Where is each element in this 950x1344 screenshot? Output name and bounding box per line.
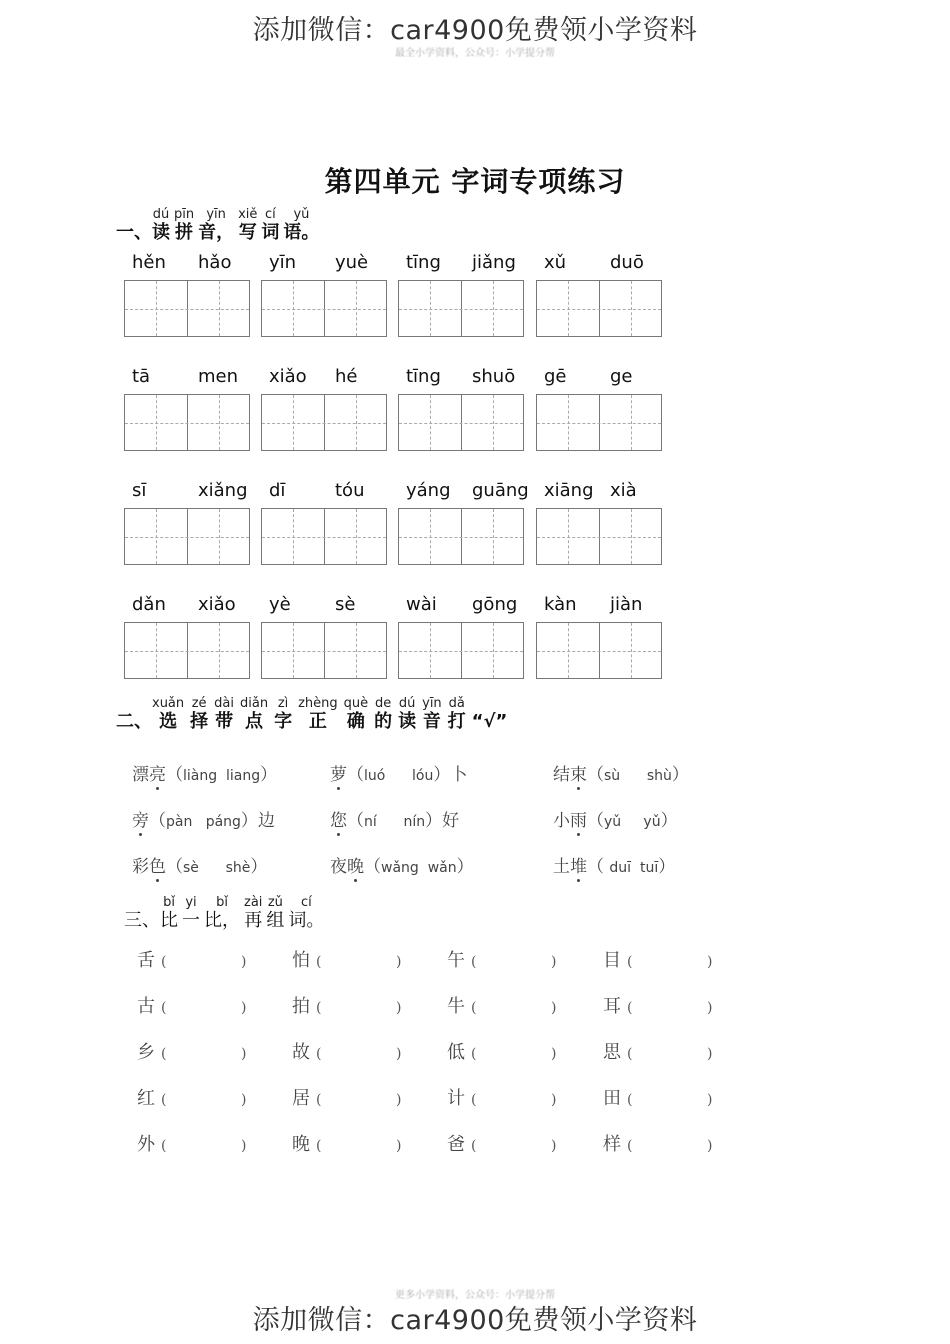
- compare-word-item: [447, 1084, 557, 1110]
- compare-char: 耳: [603, 996, 621, 1017]
- paren-open: （: [587, 857, 610, 877]
- ruby-char: [274, 697, 292, 733]
- ruby-char: [283, 208, 319, 244]
- pinyin-prompt: hěn: [132, 252, 166, 273]
- grid-line: [537, 537, 661, 538]
- writing-box[interactable]: [398, 394, 524, 451]
- answer-blank[interactable]: ( ): [161, 1046, 247, 1062]
- compare-word-item: [447, 1038, 557, 1064]
- grid-line: [399, 423, 523, 424]
- writing-box[interactable]: [124, 622, 250, 679]
- pinyin-options[interactable]: duī tuī: [609, 860, 659, 876]
- pinyin-options[interactable]: liàng liang: [183, 768, 261, 784]
- paren-close: ）: [660, 811, 678, 831]
- ruby-hanzi: 择: [190, 711, 209, 732]
- section3-number: 三、: [124, 910, 160, 931]
- pinyin-prompt: kàn: [544, 594, 577, 615]
- writing-box[interactable]: [536, 508, 662, 565]
- reading-choice-item: [330, 760, 467, 785]
- pinyin-prompt: sè: [335, 594, 356, 615]
- ruby-char: [240, 697, 268, 733]
- pinyin-prompt: tīng: [406, 252, 441, 273]
- writing-box[interactable]: [124, 394, 250, 451]
- answer-blank[interactable]: ( ): [316, 1000, 402, 1016]
- grid-line: [125, 537, 249, 538]
- pinyin-prompt: tóu: [335, 480, 365, 501]
- compare-word-item: [447, 946, 557, 972]
- ruby-char: [422, 697, 442, 733]
- compare-char: 故: [292, 1042, 310, 1063]
- ruby-pinyin: xuǎn: [152, 696, 185, 711]
- writing-box[interactable]: [261, 622, 387, 679]
- pinyin-prompt: yīn: [269, 252, 297, 273]
- paren-open: （: [149, 811, 166, 831]
- section2-number: 二、: [116, 711, 152, 732]
- writing-box[interactable]: [536, 394, 662, 451]
- compare-char: 古: [137, 996, 155, 1017]
- grid-line: [125, 309, 249, 310]
- grid-line: [537, 423, 661, 424]
- paren-close: ）: [260, 765, 278, 785]
- grid-line: [399, 651, 523, 652]
- ruby-pinyin: cí: [265, 207, 276, 222]
- watermark-top: 添加微信：car4900免费领小学资料: [252, 15, 698, 46]
- pinyin-prompt: duō: [610, 252, 644, 273]
- compare-word-item: [603, 992, 713, 1018]
- compare-word-item: [137, 1130, 247, 1156]
- writing-box[interactable]: [536, 280, 662, 337]
- pinyin-options[interactable]: luó lóu: [364, 768, 434, 784]
- writing-box[interactable]: [261, 394, 387, 451]
- compare-word-item: [603, 1038, 713, 1064]
- answer-blank[interactable]: ( ): [316, 1092, 402, 1108]
- ruby-pinyin: diǎn: [239, 696, 269, 711]
- answer-blank[interactable]: ( ): [316, 954, 402, 970]
- ruby-hanzi: 读: [398, 711, 417, 732]
- ruby-pinyin: pīn: [174, 207, 195, 222]
- ruby-hanzi: 音: [422, 711, 441, 732]
- ruby-hanzi: 选: [159, 711, 178, 732]
- writing-box[interactable]: [124, 280, 250, 337]
- grid-line: [262, 423, 386, 424]
- word-char: 边: [257, 811, 275, 831]
- word-char: 好: [442, 811, 460, 831]
- compare-word-item: [137, 946, 247, 972]
- compare-word-item: [603, 1084, 713, 1110]
- paren-open: （: [587, 765, 604, 785]
- ruby-pinyin: zǔ: [267, 895, 283, 910]
- pinyin-prompt: shuō: [472, 366, 516, 387]
- ruby-char: [244, 896, 262, 932]
- ruby-hanzi: 组: [266, 910, 285, 931]
- compare-word-item: [292, 1038, 402, 1064]
- paren-close: ）: [425, 811, 443, 831]
- ruby-char: [448, 697, 466, 733]
- compare-char: 目: [603, 950, 621, 971]
- ruby-char: [344, 697, 369, 733]
- watermark-bottom: 添加微信：car4900免费领小学资料: [252, 1305, 698, 1336]
- pinyin-prompt: xiǎng: [198, 480, 248, 501]
- writing-box[interactable]: [398, 622, 524, 679]
- ruby-hanzi: 带: [215, 711, 234, 732]
- pinyin-prompt: ge: [610, 366, 633, 387]
- ruby-pinyin: dú: [398, 696, 416, 711]
- ruby-pinyin: zhèng: [298, 696, 338, 711]
- grid-line: [262, 651, 386, 652]
- grid-line: [537, 309, 661, 310]
- compare-word-item: [292, 1130, 402, 1156]
- word-char: 色: [149, 852, 166, 877]
- ruby-pinyin: zé: [191, 696, 207, 711]
- ruby-hanzi: 词: [261, 222, 280, 243]
- word-char: 堆: [570, 852, 587, 877]
- compare-word-item: [292, 992, 402, 1018]
- compare-char: 外: [137, 1134, 155, 1155]
- word-char: 束: [570, 760, 587, 785]
- ruby-hanzi: 再: [244, 910, 263, 931]
- ruby-pinyin: yi: [185, 895, 197, 910]
- compare-word-item: [603, 1130, 713, 1156]
- section2-heading: [116, 697, 507, 733]
- compare-char: 拍: [292, 996, 310, 1017]
- pinyin-prompt: xià: [610, 480, 637, 501]
- ruby-pinyin: zì: [277, 696, 289, 711]
- section2-checkmark-tail: “√”: [471, 711, 508, 732]
- ruby-hanzi: 正: [308, 711, 327, 732]
- grid-line: [399, 309, 523, 310]
- faint-footer: 更多小学资料，公众号：小学提分帮: [395, 1290, 555, 1301]
- compare-char: 乡: [137, 1042, 155, 1063]
- compare-char: 思: [603, 1042, 621, 1063]
- answer-blank[interactable]: ( ): [161, 1138, 247, 1154]
- pinyin-options[interactable]: ní nín: [364, 814, 426, 830]
- paren-open: （: [347, 765, 364, 785]
- pinyin-prompt: sī: [132, 480, 147, 501]
- ruby-char: [214, 697, 234, 733]
- ruby-pinyin: yǔ: [293, 207, 310, 222]
- compare-char: 晚: [292, 1134, 310, 1155]
- writing-box[interactable]: [124, 508, 250, 565]
- ruby-hanzi: 词。: [288, 910, 325, 931]
- compare-char: 计: [447, 1088, 465, 1109]
- ruby-char: [174, 208, 194, 244]
- pinyin-prompt: yáng: [406, 480, 451, 501]
- reading-choice-item: [330, 852, 474, 877]
- word-char: 夜: [330, 857, 347, 877]
- ruby-char: [152, 697, 184, 733]
- writing-box[interactable]: [261, 280, 387, 337]
- pinyin-options[interactable]: yǔ yǔ: [604, 814, 661, 830]
- compare-word-item: [447, 1130, 557, 1156]
- ruby-pinyin: zài: [244, 895, 263, 910]
- pinyin-prompt: jiàn: [610, 594, 643, 615]
- compare-char: 舌: [137, 950, 155, 971]
- ruby-hanzi: 的: [374, 711, 393, 732]
- paren-close: ）: [433, 765, 451, 785]
- pinyin-prompt: dǎn: [132, 594, 166, 615]
- ruby-char: [204, 896, 240, 932]
- ruby-char: [182, 896, 200, 932]
- pinyin-prompt: yuè: [335, 252, 369, 273]
- ruby-hanzi: 点: [245, 711, 264, 732]
- compare-word-item: [447, 992, 557, 1018]
- ruby-char: [198, 208, 234, 244]
- paren-open: （: [364, 857, 381, 877]
- word-char: 晚: [347, 852, 364, 877]
- pinyin-prompt: men: [198, 366, 239, 387]
- ruby-char: [266, 896, 284, 932]
- word-char: 漂: [132, 765, 149, 785]
- ruby-char: [152, 208, 170, 244]
- pinyin-prompt: dī: [269, 480, 286, 501]
- section1-number: 一、: [116, 222, 152, 243]
- pinyin-options[interactable]: wǎng wǎn: [381, 860, 457, 876]
- grid-line: [125, 651, 249, 652]
- ruby-pinyin: bǐ: [163, 895, 175, 910]
- pinyin-prompt: hǎo: [198, 252, 232, 273]
- word-char: 萝: [330, 760, 347, 785]
- ruby-char: [190, 697, 208, 733]
- ruby-hanzi: 音，: [198, 222, 235, 243]
- compare-word-item: [137, 1038, 247, 1064]
- ruby-pinyin: dǎ: [448, 696, 465, 711]
- ruby-char: [160, 896, 178, 932]
- paren-close: ）: [250, 857, 268, 877]
- paren-close: ）: [240, 811, 258, 831]
- answer-blank[interactable]: ( ): [627, 1000, 713, 1016]
- pinyin-prompt: tīng: [406, 366, 441, 387]
- answer-blank[interactable]: ( ): [161, 1000, 247, 1016]
- paren-open: （: [166, 765, 183, 785]
- answer-blank[interactable]: ( ): [161, 954, 247, 970]
- word-char: 结: [553, 765, 570, 785]
- answer-blank[interactable]: ( ): [471, 1046, 557, 1062]
- pinyin-prompt: gē: [544, 366, 567, 387]
- ruby-pinyin: yīn: [422, 696, 442, 711]
- section3-heading: [124, 896, 328, 932]
- ruby-pinyin: cí: [301, 895, 312, 910]
- answer-blank[interactable]: ( ): [471, 1000, 557, 1016]
- pinyin-prompt: xǔ: [544, 252, 567, 273]
- ruby-pinyin: de: [375, 696, 392, 711]
- pinyin-options[interactable]: sè shè: [183, 860, 251, 876]
- grid-line: [537, 651, 661, 652]
- pinyin-prompt: wài: [406, 594, 437, 615]
- reading-choice-item: [330, 806, 459, 831]
- compare-word-item: [292, 1084, 402, 1110]
- section1-heading: [116, 208, 323, 244]
- pinyin-prompt: xiǎo: [198, 594, 236, 615]
- word-char: 旁: [132, 806, 149, 831]
- pinyin-prompt: yè: [269, 594, 291, 615]
- ruby-hanzi: 写: [238, 222, 257, 243]
- pinyin-prompt: gōng: [472, 594, 518, 615]
- ruby-char: [288, 896, 324, 932]
- ruby-hanzi: 确: [346, 711, 365, 732]
- ruby-char: [238, 208, 257, 244]
- ruby-hanzi: 语。: [283, 222, 320, 243]
- answer-blank[interactable]: ( ): [316, 1046, 402, 1062]
- ruby-pinyin: xiě: [238, 207, 258, 222]
- paren-close: ）: [658, 857, 676, 877]
- pinyin-options[interactable]: pàn páng: [166, 814, 241, 830]
- answer-blank[interactable]: ( ): [627, 1046, 713, 1062]
- grid-line: [399, 537, 523, 538]
- paren-close: ）: [671, 765, 689, 785]
- word-char: 雨: [570, 806, 587, 831]
- word-char: 土: [553, 857, 570, 877]
- ruby-hanzi: 字: [274, 711, 293, 732]
- ruby-char: [261, 208, 279, 244]
- pinyin-prompt: guāng: [472, 480, 529, 501]
- page-title: 第四单元 字词专项练习: [324, 165, 626, 198]
- writing-box[interactable]: [398, 508, 524, 565]
- answer-blank[interactable]: ( ): [161, 1092, 247, 1108]
- compare-char: 红: [137, 1088, 155, 1109]
- answer-blank[interactable]: ( ): [627, 954, 713, 970]
- answer-blank[interactable]: ( ): [627, 1092, 713, 1108]
- answer-blank[interactable]: ( ): [471, 1138, 557, 1154]
- pinyin-prompt: xiǎo: [269, 366, 307, 387]
- ruby-hanzi: 拼: [175, 222, 194, 243]
- ruby-char: [398, 697, 416, 733]
- writing-box[interactable]: [536, 622, 662, 679]
- pinyin-prompt: hé: [335, 366, 358, 387]
- pinyin-prompt: xiāng: [544, 480, 594, 501]
- ruby-hanzi: 一: [182, 910, 200, 931]
- writing-box[interactable]: [261, 508, 387, 565]
- compare-word-item: [137, 1084, 247, 1110]
- writing-box[interactable]: [398, 280, 524, 337]
- reading-choice-item: [553, 806, 678, 831]
- compare-char: 午: [447, 950, 465, 971]
- paren-open: （: [166, 857, 183, 877]
- grid-line: [125, 423, 249, 424]
- compare-char: 田: [603, 1088, 621, 1109]
- answer-blank[interactable]: ( ): [471, 954, 557, 970]
- compare-char: 爸: [447, 1134, 465, 1155]
- paren-open: （: [587, 811, 604, 831]
- compare-word-item: [603, 946, 713, 972]
- pinyin-prompt: tā: [132, 366, 151, 387]
- ruby-char: [374, 697, 392, 733]
- ruby-hanzi: 读: [152, 222, 170, 243]
- compare-char: 牛: [447, 996, 465, 1017]
- answer-blank[interactable]: ( ): [627, 1138, 713, 1154]
- ruby-hanzi: 比，: [204, 910, 240, 931]
- reading-choice-item: [553, 852, 675, 877]
- answer-blank[interactable]: ( ): [316, 1138, 402, 1154]
- pinyin-options[interactable]: sù shù: [604, 768, 672, 784]
- compare-char: 样: [603, 1134, 621, 1155]
- faint-header: 最全小学资料，公众号：小学提分帮: [395, 48, 555, 59]
- paren-open: （: [347, 811, 364, 831]
- ruby-pinyin: dú: [152, 207, 170, 222]
- compare-word-item: [137, 992, 247, 1018]
- ruby-pinyin: yīn: [206, 207, 226, 222]
- word-char: 您: [330, 806, 347, 831]
- ruby-pinyin: dài: [214, 696, 234, 711]
- word-char: 卜: [450, 765, 468, 785]
- ruby-char: [298, 697, 338, 733]
- reading-choice-item: [132, 760, 277, 785]
- compare-char: 怕: [292, 950, 310, 971]
- ruby-hanzi: 比: [160, 910, 178, 931]
- grid-line: [262, 537, 386, 538]
- reading-choice-item: [553, 760, 689, 785]
- compare-char: 居: [292, 1088, 310, 1109]
- word-char: 亮: [149, 760, 166, 785]
- ruby-pinyin: què: [343, 696, 369, 711]
- ruby-pinyin: bǐ: [216, 895, 228, 910]
- reading-choice-item: [132, 806, 275, 831]
- grid-line: [262, 309, 386, 310]
- compare-char: 低: [447, 1042, 465, 1063]
- compare-word-item: [292, 946, 402, 972]
- reading-choice-item: [132, 852, 267, 877]
- word-char: 彩: [132, 857, 149, 877]
- answer-blank[interactable]: ( ): [471, 1092, 557, 1108]
- ruby-hanzi: 打: [447, 711, 466, 732]
- paren-close: ）: [456, 857, 474, 877]
- pinyin-prompt: jiǎng: [472, 252, 516, 273]
- word-char: 小: [553, 811, 570, 831]
